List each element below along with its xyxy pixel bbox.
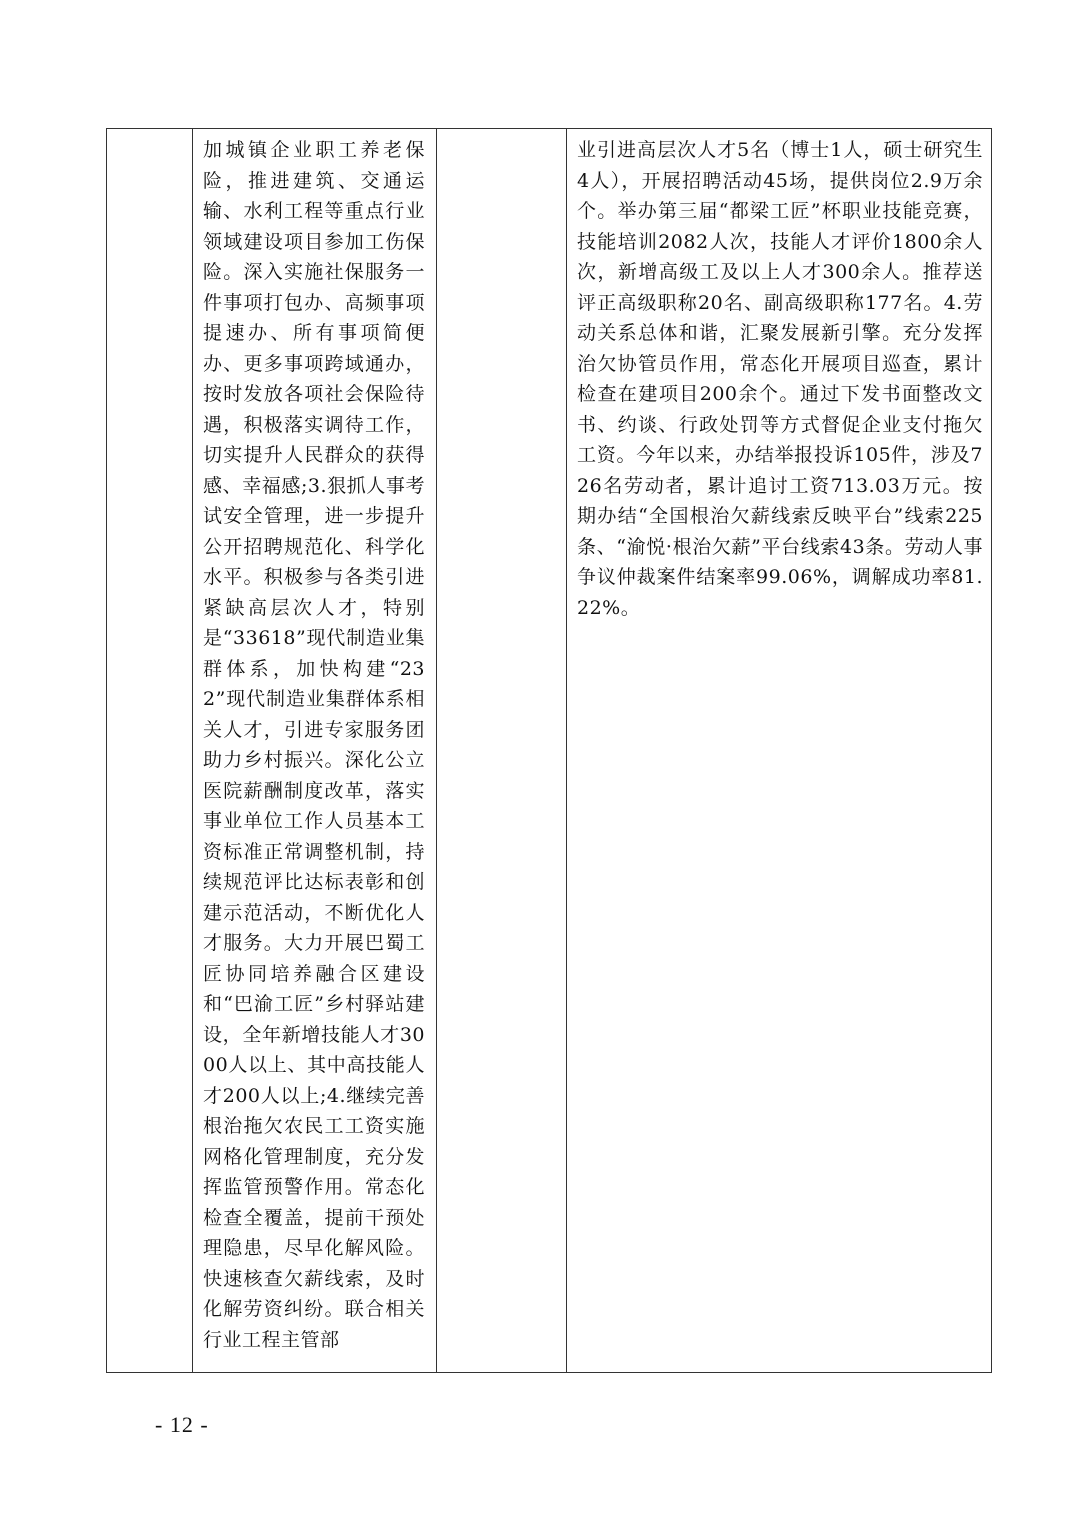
table-cell-index [107, 129, 193, 1372]
plan-text: 加城镇企业职工养老保险，推进建筑、交通运输、水利工程等重点行业领域建设项目参加工伤保险。深入实施社保服务一件事项打包办、高频事项提速办、所有事项简便办、更多事项跨域通办，按时发放各项社会保险待遇，积极落实调待工作，切实提升人民群众的获得感、幸福感;3.狠抓人事考试安全管理，进一步提升公开招聘规范化、科学化水平。积极参与各类引进紧缺高层次人才，特别是“33618”现代制造业集群体系，加快构建“232”现代制造业集群体系相关人才，引进专家服务团助力乡村振兴。深化公立医院薪酬制度改革，落实事业单位工作人员基本工资标准正常调整机制，持续规范评比达标表彰和创建示范活动，不断优化人才服务。大力开展巴蜀工匠协同培养融合区建设和“巴渝工匠”乡村驿站建设，全年新增技能人才3000人以上、其中高技能人才200人以上;4.继续完善根治拖欠农民工工资实施网格化管理制度，充分发挥监管预警作用。常态化检查全覆盖，提前干预处理隐患，尽早化解风险。快速核查欠薪线索，及时化解劳资纠纷。联合相关行业工程主管部 [203, 139, 425, 1351]
table-cell-plan [193, 129, 437, 1372]
content-table [106, 128, 992, 1373]
table-cell-progress [567, 129, 991, 1372]
table-cell-empty [437, 129, 567, 1372]
progress-text: 业引进高层次人才5名（博士1人，硕士研究生4人），开展招聘活动45场，提供岗位2.9万余个。举办第三届“都梁工匠”杯职业技能竞赛，技能培训2082人次，技能人才评价1800余人次，新增高级工及以上人才300余人。推荐送评正高级职称20名、副高级职称177名。4.劳动关系总体和谐，汇聚发展新引擎。充分发挥治欠协管员作用，常态化开展项目巡查，累计检查在建项目200余个。通过下发书面整改文书、约谈、行政处罚等方式督促企业支付拖欠工资。今年以来，办结举报投诉105件，涉及726名劳动者，累计追讨工资713.03万元。按期办结“全国根治欠薪线索反映平台”线索225条、“渝悦·根治欠薪”平台线索43条。劳动人事争议仲裁案件结案率99.06%，调解成功率81.22%。 [577, 139, 983, 619]
page-number: - 12 - [155, 1412, 209, 1437]
